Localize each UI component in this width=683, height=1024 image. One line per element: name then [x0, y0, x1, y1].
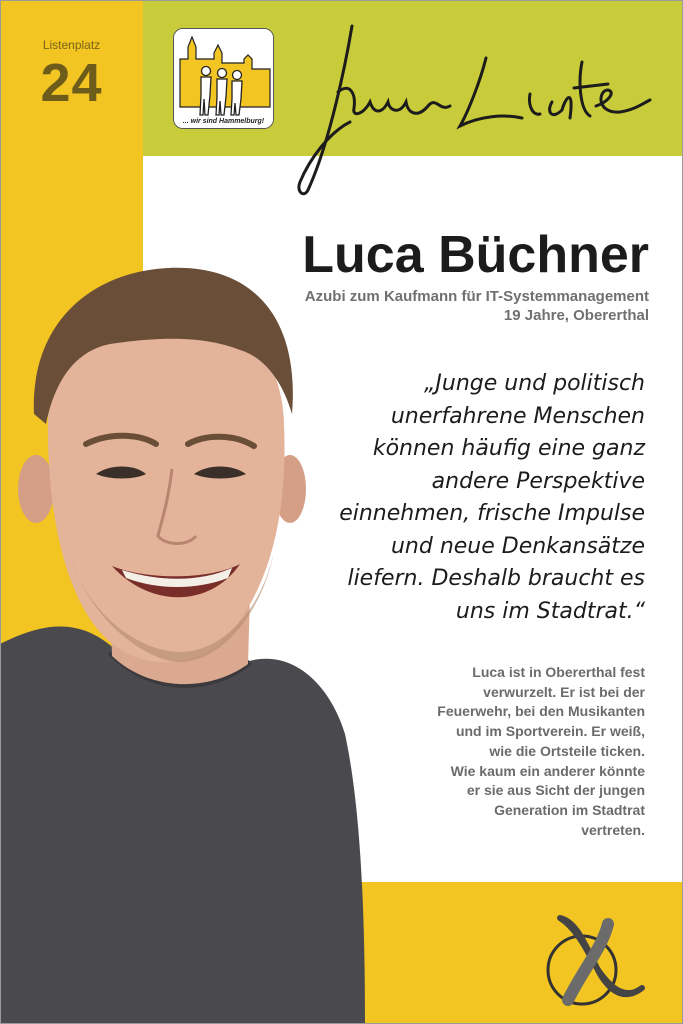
bio-line: verwurzelt. Er ist bei der — [483, 683, 645, 700]
bio-line: Luca ist in Obererthal fest — [472, 664, 645, 680]
quote-line: „Junge und politisch — [424, 371, 645, 396]
bio-line: und im Sportverein. Er weiß, — [455, 723, 645, 740]
quote-line: und neue Denkansätze — [390, 533, 645, 559]
listenplatz-label: Listenplatz — [42, 38, 101, 52]
bio-line: er sie aus Sicht der jungen — [466, 782, 645, 799]
quote-line: können häufig eine ganz — [372, 436, 645, 461]
bio-line: Wie kaum ein anderer könnte — [450, 762, 645, 779]
listenplatz-number: 24 — [40, 53, 103, 113]
bio-line: Generation im Stadtrat — [494, 801, 645, 818]
quote-line: unerfahrene Menschen — [390, 403, 645, 429]
bio-line: wie die Ortsteile ticken. — [489, 742, 645, 759]
quote-line: einnehmen, frische Impulse — [339, 501, 645, 526]
candidate-occupation: Azubi zum Kaufmann für IT-Systemmanagement — [304, 288, 649, 305]
candidate-age-place: 19 Jahre, Obererthal — [503, 307, 649, 324]
quote-line: liefern. Deshalb braucht es — [347, 566, 645, 591]
quote-line: uns im Stadtrat.“ — [455, 598, 645, 624]
quote-line: andere Perspektive — [431, 468, 645, 494]
bio-line: Feuerwehr, bei den Musikanten — [437, 703, 645, 720]
bio-line: vertreten. — [581, 821, 645, 838]
candidate-name: Luca Büchner — [302, 226, 649, 284]
logo-caption: ... wir sind Hammelburg! — [182, 118, 265, 125]
